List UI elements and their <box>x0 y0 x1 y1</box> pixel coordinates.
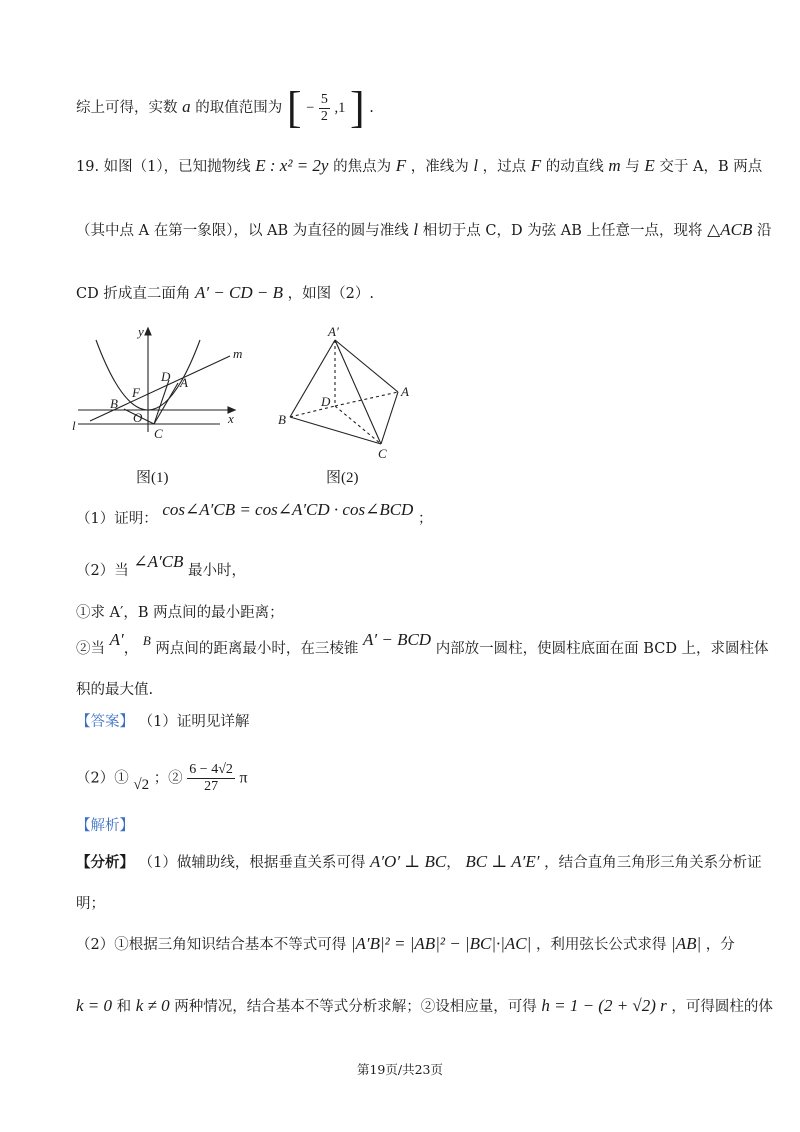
label-B: B <box>278 412 286 427</box>
sub-question-1 <box>76 603 284 623</box>
label-C: C <box>378 446 387 461</box>
label-A-prime: A′ <box>328 324 339 339</box>
edge-D-C <box>335 406 381 444</box>
intro-end: . <box>369 100 374 116</box>
problem-text: ，准线为 <box>410 159 469 175</box>
analysis-text: 两种情况，结合基本不等式分析求解；②设相应量，可得 <box>174 999 537 1015</box>
sub2-text: ②当 <box>76 641 105 657</box>
problem-line-3 <box>76 283 374 304</box>
label-B: B <box>110 396 118 411</box>
sub-question-2-cont <box>76 680 153 700</box>
parabola-equation: E : x² = 2y <box>255 156 329 175</box>
label-m: m <box>233 346 243 361</box>
edge-A1-A <box>335 340 398 392</box>
label-A: A <box>180 375 188 390</box>
analysis-line-2 <box>76 894 105 914</box>
line-m <box>90 356 230 421</box>
left-bracket: [ <box>286 83 302 132</box>
problem-text: ，过点 <box>482 159 527 175</box>
figure-1-caption: 图(1) <box>136 470 169 486</box>
sub2-text: 两点间的距离最小时，在三棱锥 <box>155 641 359 657</box>
label-O: O <box>133 410 143 425</box>
q1-formula: cos∠A′CB = cos∠A′CD · cos∠BCD <box>162 500 414 519</box>
parabola-symbol: E <box>644 156 655 175</box>
label-x: x <box>228 411 234 426</box>
label-D: D <box>321 394 331 409</box>
analysis-k0: k = 0 <box>76 996 113 1015</box>
problem-text: 交于 A，B 两点 <box>659 159 763 175</box>
answer-sep: ；② <box>153 770 183 787</box>
fenxi-tag: 【分析】 <box>76 854 134 871</box>
analysis-line-3 <box>76 934 735 955</box>
answer-part2-label: （2）① <box>76 770 129 787</box>
right-bracket: ] <box>349 83 365 132</box>
answer-numerator: 6 − 4√2 <box>189 762 233 777</box>
intro-middle: 的取值范围为 <box>195 100 283 116</box>
analysis-kn0: k ≠ 0 <box>135 996 170 1015</box>
analysis-text: ，可得圆柱的体 <box>671 999 773 1015</box>
label-A: A <box>401 384 409 399</box>
sub-question-2 <box>76 630 769 659</box>
triangle-symbol: △ACB <box>707 220 753 239</box>
analysis-eq4: h = 1 − (2 + √2) r <box>541 996 667 1015</box>
analysis-text: ，结合直角三角形三角关系分析证 <box>544 855 762 871</box>
directrix-symbol: l <box>473 156 479 175</box>
q1-end: ； <box>417 511 433 527</box>
problem-line-2 <box>76 220 771 241</box>
answer-fraction <box>187 762 235 795</box>
problem-text: ，如图（2）. <box>287 286 374 302</box>
figure-1 <box>70 320 250 440</box>
sub2-A-prime: A′ <box>109 630 124 649</box>
answer-tag: 【答案】 <box>76 714 134 730</box>
edge-B-C <box>290 417 381 444</box>
problem-text: 的动直线 <box>545 159 604 175</box>
question-1 <box>76 500 433 529</box>
answer-sqrt2: √2 <box>133 776 150 793</box>
focus-symbol: F <box>530 156 542 175</box>
problem-text: 沿 <box>756 223 772 239</box>
answer-line-2 <box>76 762 248 795</box>
intro-prefix: 综上可得，实数 <box>76 100 178 116</box>
analysis-sep: ， <box>446 855 461 871</box>
label-D: D <box>161 369 171 384</box>
q1-label: （1）证明： <box>76 511 158 527</box>
figure-2-caption: 图(2) <box>326 470 359 486</box>
focus-symbol: F <box>395 156 407 175</box>
analysis-text: （1）做辅助线，根据垂直关系可得 <box>138 855 366 871</box>
problem-text: CD 折成直二面角 <box>76 286 191 302</box>
sub2-text: 积的最大值. <box>76 682 154 698</box>
analysis-tag: 【解析】 <box>76 818 134 834</box>
analysis-text: 明； <box>76 896 105 912</box>
analysis-text: （2）①根据三角知识结合基本不等式可得 <box>76 937 347 953</box>
analysis-line-1 <box>76 852 762 873</box>
problem-text: 的焦点为 <box>333 159 392 175</box>
intro-var: a <box>182 97 191 116</box>
analysis-ab: |AB| <box>671 934 702 953</box>
q2-end: 最小时， <box>188 563 247 579</box>
answer-denominator: 27 <box>204 779 219 794</box>
analysis-and: 和 <box>116 999 132 1015</box>
analysis-tag-line <box>76 816 134 836</box>
problem-text: （其中点 A 在第一象限），以 AB 为直径的圆与准线 <box>76 223 409 239</box>
sub2-sep: ， <box>123 641 139 657</box>
label-l: l <box>72 418 76 433</box>
sub2-B: B <box>142 633 151 648</box>
range-fraction <box>319 92 330 125</box>
question-2 <box>76 552 247 581</box>
q2-label: （2）当 <box>76 563 129 579</box>
edge-A1-C <box>335 340 381 444</box>
dihedral-angle: A′ − CD − B <box>194 283 283 302</box>
range-numerator: 5 <box>320 91 328 107</box>
sub1-text: ①求 A′，B 两点间的最小距离； <box>76 605 284 621</box>
intro-line: 综上可得，实数 a 的取值范围为 [ − $\frac{5}{2}$ ,1 ] . <box>76 83 374 132</box>
analysis-text: ，利用弦长公式求得 <box>535 937 667 953</box>
analysis-eq2: BC ⊥ A′E′ <box>465 852 540 871</box>
edge-D-A <box>335 392 398 406</box>
page-footer: 第19页/共23页 <box>356 1062 444 1077</box>
label-C: C <box>154 426 163 440</box>
answer-part1: （1）证明见详解 <box>138 714 250 730</box>
range-denominator: 2 <box>320 108 328 124</box>
answer-line-1 <box>76 712 249 732</box>
range-right: ,1 <box>334 100 346 116</box>
analysis-eq1: A′O′ ⊥ BC <box>369 852 447 871</box>
sub2-text: 内部放一圆柱，使圆柱底面在面 BCD 上，求圆柱体 <box>435 641 769 657</box>
analysis-line-4 <box>76 996 773 1017</box>
answer-pi: π <box>239 769 248 787</box>
q2-angle: ∠A′CB <box>133 552 184 571</box>
figure-2 <box>275 322 415 462</box>
problem-line-1 <box>76 156 762 177</box>
analysis-text: ，分 <box>705 937 735 953</box>
problem-number: 19. <box>76 159 100 175</box>
line-symbol: m <box>608 156 621 175</box>
sub2-pyramid: A′ − BCD <box>363 630 432 649</box>
y-axis-arrow <box>145 328 151 335</box>
problem-text: 与 <box>625 159 640 175</box>
edge-A-C <box>381 392 398 444</box>
problem-text: 相切于点 C，D 为弦 AB 上任意一点，现将 <box>422 223 703 239</box>
directrix-symbol: l <box>413 220 419 239</box>
analysis-eq3: |A′B|² = |AB|² − |BC|·|AC| <box>350 934 532 953</box>
label-F: F <box>132 385 140 400</box>
label-y: y <box>138 324 144 339</box>
problem-text: 如图（1），已知抛物线 <box>103 159 251 175</box>
